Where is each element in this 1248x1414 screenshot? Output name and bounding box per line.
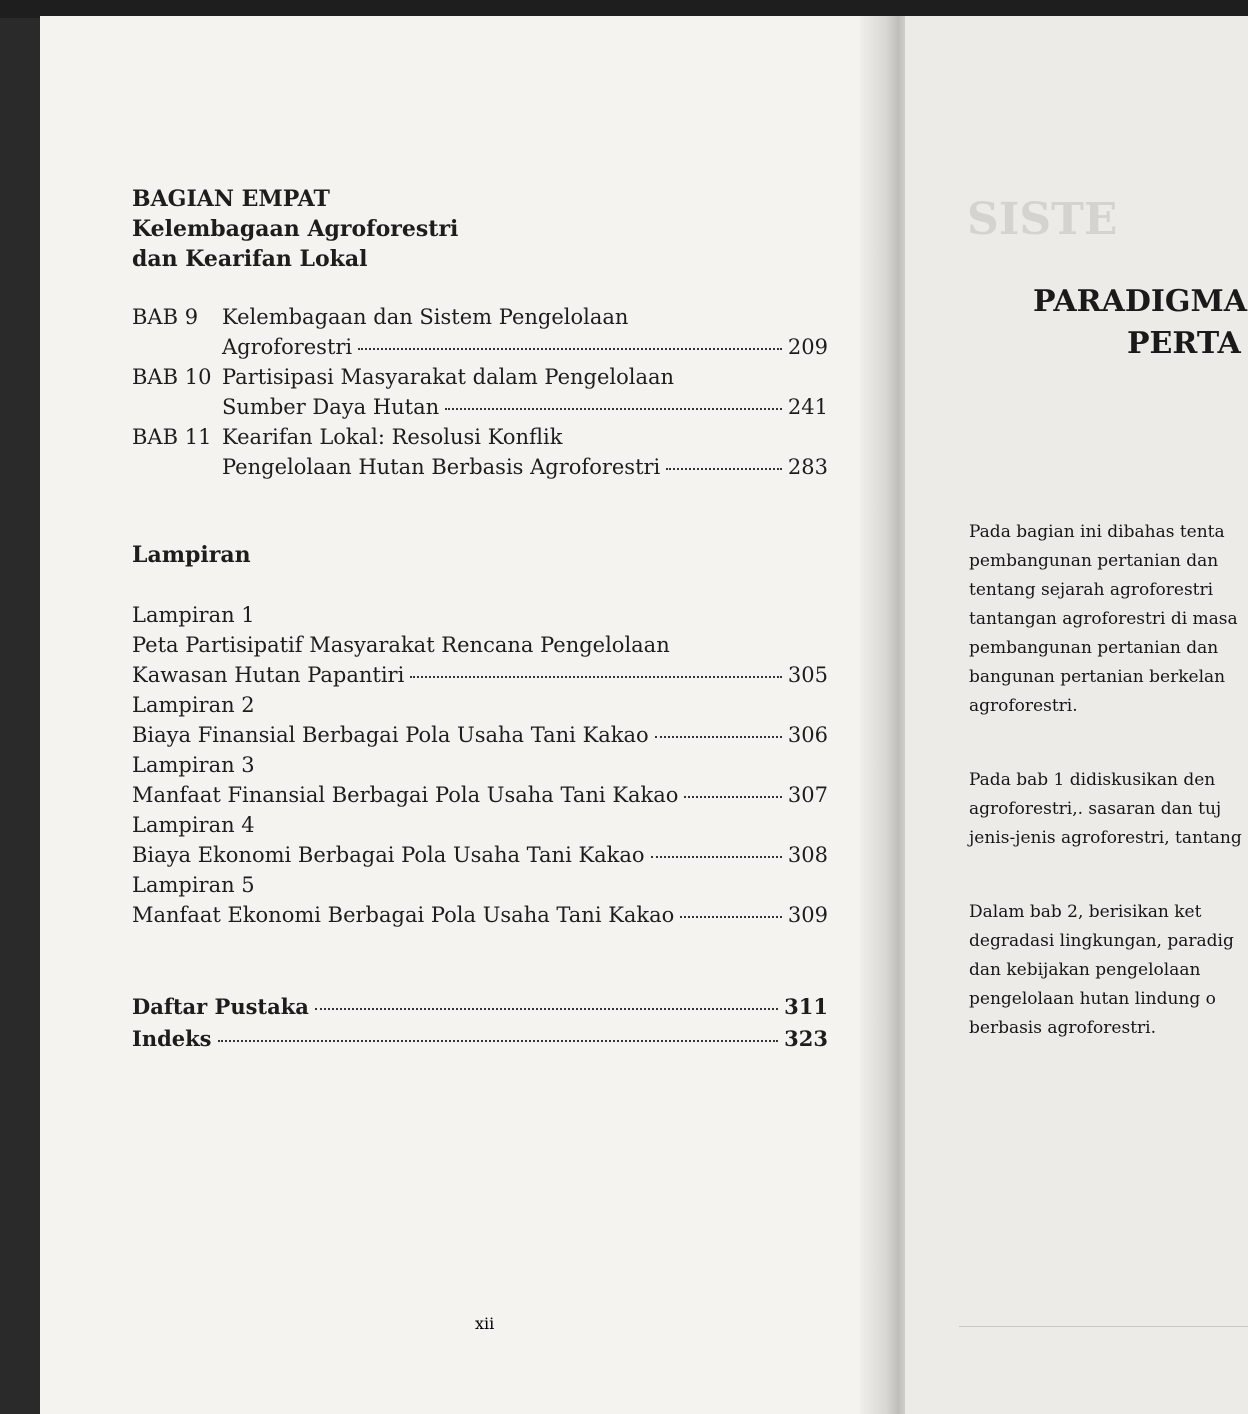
appendix-title: Peta Partisipatif Masyarakat Rencana Pengelolaan — [132, 633, 670, 657]
dot-leader — [315, 1008, 778, 1010]
paragraph-line: Pada bagian ini dibahas tenta — [969, 522, 1225, 542]
toc-index[interactable] — [132, 1024, 828, 1054]
chapter-title: Kelembagaan dan Sistem Pengelolaan — [222, 305, 629, 329]
chapter-title: Kearifan Lokal: Resolusi Konflik — [222, 425, 563, 449]
paragraph-line: dan kebijakan pengelolaan — [969, 960, 1201, 980]
page-ref: 305 — [787, 663, 828, 687]
dot-leader — [655, 736, 782, 738]
toc-appendix-1[interactable] — [132, 660, 828, 690]
appendix-label: Lampiran 1 — [132, 603, 255, 627]
back-matter-title: Daftar Pustaka — [132, 994, 309, 1019]
page-ref: 283 — [787, 455, 828, 479]
appendix-label: Lampiran 4 — [132, 813, 255, 837]
toc-bibliography[interactable] — [132, 992, 828, 1022]
dot-leader — [410, 676, 782, 678]
part-heading: BAGIAN EMPAT — [132, 186, 330, 212]
paragraph-line: bangunan pertanian berkelan — [969, 667, 1226, 687]
chapter-title: PARADIGMA — [1033, 284, 1248, 319]
appendix-title: Manfaat Ekonomi Berbagai Pola Usaha Tani Kakao — [132, 903, 675, 927]
chapter-title: Pengelolaan Hutan Berbasis Agroforestri — [222, 455, 661, 479]
chapter-title: Agroforestri — [222, 335, 353, 359]
paragraph-line: agroforestri. — [969, 696, 1078, 716]
page-ref: 309 — [787, 903, 828, 927]
appendix-label: Lampiran 3 — [132, 753, 255, 777]
right-page — [905, 16, 1248, 1414]
page-number: xii — [475, 1314, 495, 1333]
page-ref: 307 — [787, 783, 828, 807]
dot-leader — [684, 796, 781, 798]
back-matter-title: Indeks — [132, 1026, 212, 1051]
paragraph-line: agroforestri,. sasaran dan tuj — [969, 799, 1222, 819]
page-ref: 209 — [787, 335, 828, 359]
chapter-number: BAB 11 — [132, 425, 212, 449]
appendix-heading: Lampiran — [132, 542, 251, 568]
paragraph-line: degradasi lingkungan, paradig — [969, 931, 1234, 951]
chapter-number: BAB 10 — [132, 365, 212, 389]
paragraph-line: Dalam bab 2, berisikan ket — [969, 902, 1202, 922]
paragraph-line: berbasis agroforestri. — [969, 1018, 1156, 1038]
paragraph-line: pembangunan pertanian dan — [969, 551, 1219, 571]
chapter-title: Partisipasi Masyarakat dalam Pengelolaan — [222, 365, 675, 389]
dot-leader — [651, 856, 782, 858]
chapter-title: PERTA — [1127, 326, 1241, 361]
page-ref: 308 — [787, 843, 828, 867]
paragraph-line: pembangunan pertanian dan — [969, 638, 1219, 658]
part-heading: dan Kearifan Lokal — [132, 246, 368, 272]
appendix-title: Biaya Ekonomi Berbagai Pola Usaha Tani Kakao — [132, 843, 645, 867]
appendix-label: Lampiran 5 — [132, 873, 255, 897]
paragraph-line: Pada bab 1 didiskusikan den — [969, 770, 1216, 790]
paragraph-line: jenis-jenis agroforestri, tantang — [969, 828, 1242, 848]
dot-leader — [218, 1040, 779, 1042]
chapter-number: BAB 9 — [132, 305, 199, 329]
paragraph-line: pengelolaan hutan lindung o — [969, 989, 1216, 1009]
appendix-title: Biaya Finansial Berbagai Pola Usaha Tani Kakao — [132, 723, 649, 747]
dot-leader — [445, 408, 782, 410]
dot-leader — [666, 468, 782, 470]
appendix-title: Manfaat Finansial Berbagai Pola Usaha Tani Kakao — [132, 783, 679, 807]
dot-leader — [358, 348, 782, 350]
dot-leader — [680, 916, 782, 918]
page-ref: 311 — [784, 994, 828, 1019]
toc-appendix-2[interactable] — [132, 720, 828, 750]
paragraph-line: tantangan agroforestri di masa — [969, 609, 1238, 629]
faded-heading: SISTE — [967, 194, 1118, 245]
appendix-label: Lampiran 2 — [132, 693, 255, 717]
page-ref: 241 — [787, 395, 828, 419]
footer-rule — [959, 1326, 1248, 1327]
part-heading: Kelembagaan Agroforestri — [132, 216, 459, 242]
page-ref: 323 — [784, 1026, 828, 1051]
chapter-title: Sumber Daya Hutan — [222, 395, 440, 419]
appendix-title: Kawasan Hutan Papantiri — [132, 663, 405, 687]
left-page — [40, 16, 900, 1414]
book-gutter — [860, 16, 908, 1414]
paragraph-line: tentang sejarah agroforestri — [969, 580, 1214, 600]
toc-appendix-5[interactable] — [132, 900, 828, 930]
toc-appendix-4[interactable] — [132, 840, 828, 870]
page-ref: 306 — [787, 723, 828, 747]
toc-appendix-3[interactable] — [132, 780, 828, 810]
